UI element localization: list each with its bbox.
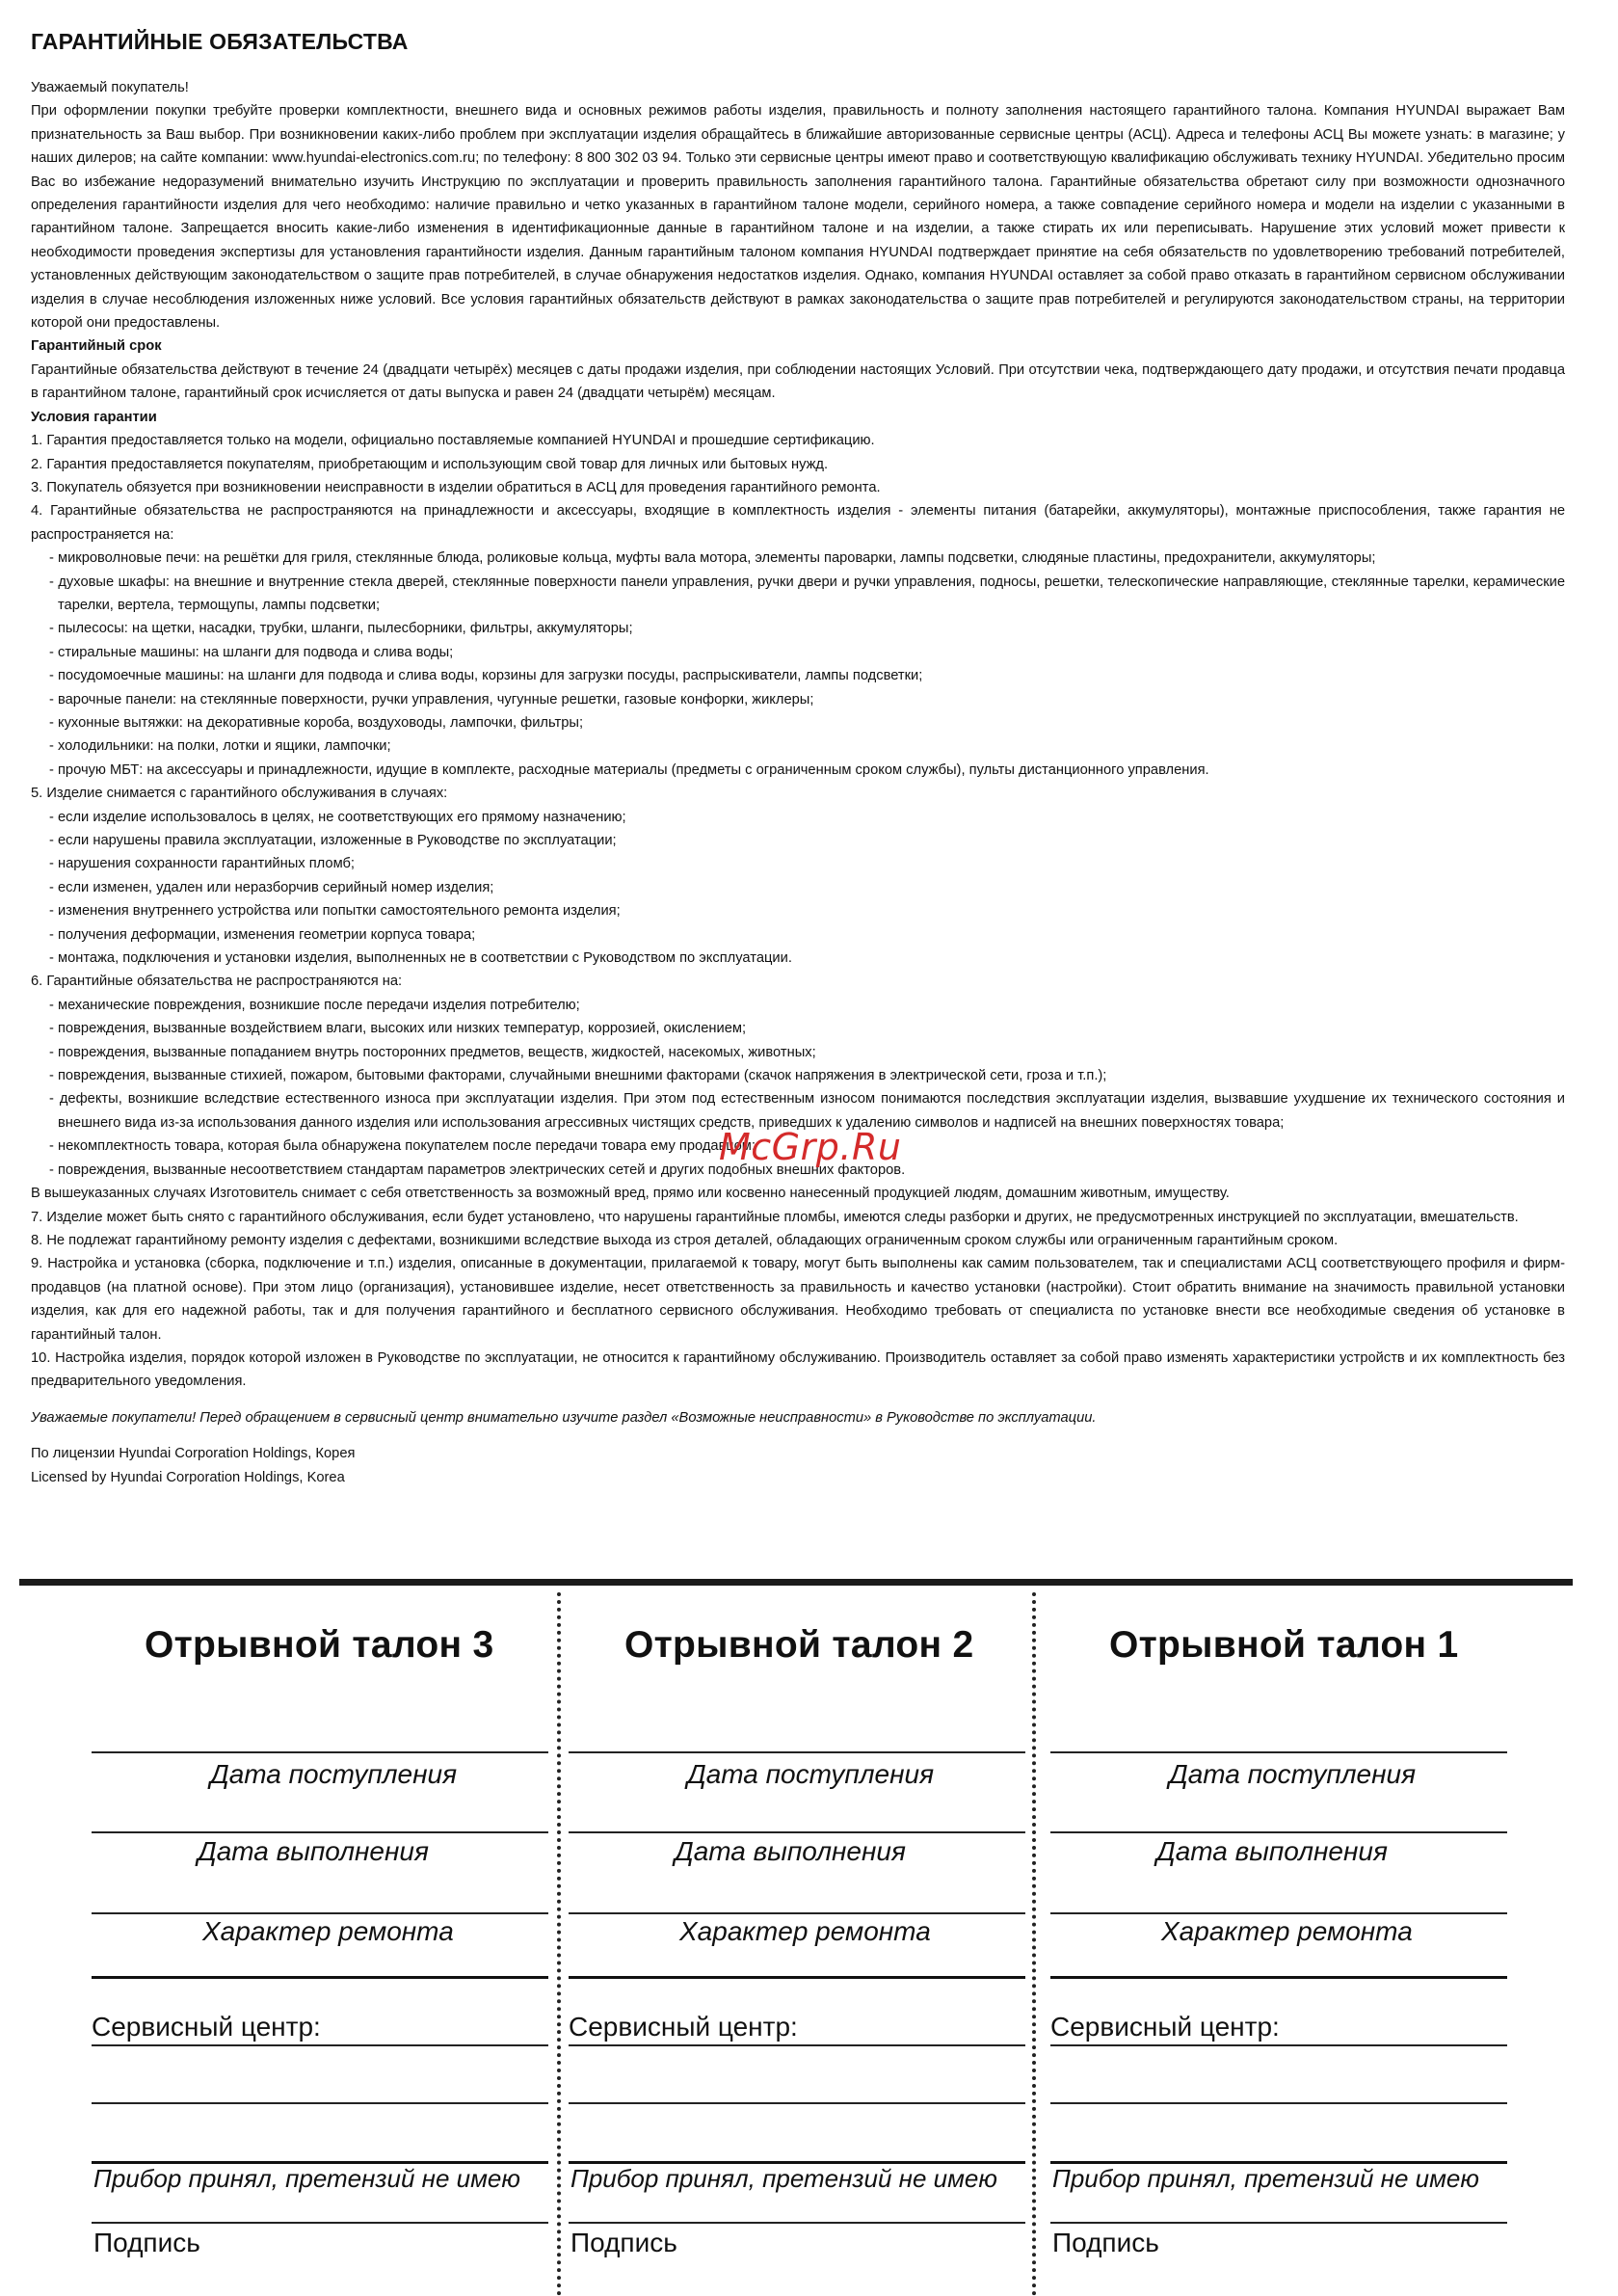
list-item: - повреждения, вызванные воздействием влаги, высоких или низких температур, коррозией, окислением; [49,1021,747,1037]
paragraph: Уважаемый покупатель! [31,80,189,95]
repair-entry-line [569,1976,1025,1979]
paragraph: В вышеуказанных случаях Изготовитель снимает с себя ответственность за возможный вред, прямо или косвенно нанесенный продукцией людям, домашним животным, имуществу. [31,1186,1230,1202]
stub-title: Отрывной талон 2 [624,1624,974,1666]
list-item: - кухонные вытяжки: на декоративные короба, воздуховоды, лампочки, фильтры; [49,714,584,731]
service-center-line [569,2044,1025,2046]
list-item: - если изменен, удален или неразборчив серийный номер изделия; [49,879,494,895]
service-center-line-2 [569,2102,1025,2104]
paragraph: 1. Гарантия предоставляется только на модели, официально поставляемые компанией HYUNDAI и прошедшие сертификацию. [31,433,875,449]
accepted-line [92,2222,548,2224]
received-line [92,1751,548,1753]
paragraph: 7. Изделие может быть снято с гарантийного обслуживания, если будет установлено, что нарушены гарантийные пломбы, имеются следы разборки и других, не предусмотренных инструкцией по эксплуатации, вмешательств. [31,1209,1519,1225]
signature-label: Подпись [570,2228,677,2257]
received-line [1050,1751,1507,1753]
list-item: - некомплектность товара, которая была обнаружена покупателем после передачи товара ему продавцом; [49,1138,756,1155]
accepted-line [569,2222,1025,2224]
list-item: - повреждения, вызванные стихией, пожаром, бытовыми факторами, случайными внешними факторами (скачок напряжения в электрической сети, гроза и т.п.); [49,1068,1107,1084]
accepted-label: Прибор принял, претензий не имею [1052,2164,1479,2193]
accepted-line [1050,2222,1507,2224]
received-label: Дата поступления [1169,1759,1417,1789]
paragraph: 5. Изделие снимается с гарантийного обслуживания в случаях: [31,786,448,802]
received-label: Дата поступления [210,1759,458,1789]
paragraph: 2. Гарантия предоставляется покупателям, приобретающим и использующим свой товар для личных или бытовых нужд. [31,456,829,472]
cut-line [19,1579,1573,1586]
list-item: - пылесосы: на щетки, насадки, трубки, шланги, пылесборники, фильтры, аккумуляторы; [49,621,633,637]
paragraph-gap [31,1429,1565,1442]
list-item: - духовые шкафы: на внешние и внутренние стекла дверей, стеклянные поверхности панели управления, ручки двери и ручки управления, подносы, решетки, телескопические направляющие, стеклянные тарелки, керамические тарелки, вертела, термощупы, лампы подсветки; [49,574,1565,613]
stub-title: Отрывной талон 1 [1109,1624,1459,1666]
list-item: - посудомоечные машины: на шланги для подвода и слива воды, корзины для загрузки посуды, распрыскиватели, лампы подсветки; [49,668,923,684]
accepted-label: Прибор принял, претензий не имею [570,2164,997,2193]
list-item: - дефекты, возникшие вследствие естественного износа при эксплуатации изделия. При этом под естественным износом понимаются последствия эксплуатации изделия, вызвавшие ухудшение их технического состояния и внешнего вида из-за использования данного изделия или использования агрессивных чистящих средств, приведших к удалению символов и надписей на внешних поверхностях товара; [49,1091,1565,1131]
tear-off-stub-2 [569,1586,1108,2296]
paragraph: Гарантийные обязательства действуют в течение 24 (двадцати четырёх) месяцев с даты продажи изделия, при соблюдении настоящих Условий. При отсутствии чека, подтверждающего дату продажи, и отсутствия печати продавца в гарантийном талоне, гарантийный срок исчисляется от даты выпуска и равен 24 (двадцати четырём) месяцам. [31,361,1565,402]
completed-label: Дата выполнения [1156,1836,1388,1866]
list-item: - прочую МБТ: на аксессуары и принадлежности, идущие в комплекте, расходные материалы (предметы с ограниченным сроком службы), пульты дистанционного управления. [49,761,1209,778]
completed-label: Дата выполнения [198,1836,429,1866]
service-center-label: Сервисный центр: [1050,2012,1280,2042]
list-item: - повреждения, вызванные несоответствием стандартам параметров электрических сетей и других подобных внешних факторов. [49,1161,906,1178]
list-item: - варочные панели: на стеклянные поверхности, ручки управления, чугунные решетки, газовые конфорки, жиклеры; [49,691,814,707]
list-item: - холодильники: на полки, лотки и ящики, лампочки; [49,738,391,755]
repair-label: Характер ремонта [1161,1916,1413,1946]
list-item: - монтажа, подключения и установки изделия, выполненных не в соответствии с Руководством по эксплуатации. [49,950,792,967]
list-item: - если изделие использовалось в целях, не соответствующих его прямому назначению; [49,809,626,825]
service-center-line-2 [1050,2102,1507,2104]
service-center-line-2 [92,2102,548,2104]
signature-label: Подпись [1052,2228,1159,2257]
list-item: - изменения внутреннего устройства или попытки самостоятельного ремонта изделия; [49,903,621,920]
list-item: - получения деформации, изменения геометрии корпуса товара; [49,926,476,943]
service-center-label: Сервисный центр: [92,2012,321,2042]
paragraph: 10. Настройка изделия, порядок которой изложен в Руководстве по эксплуатации, не относится к гарантийному обслуживанию. Производитель оставляет за собой право изменять характеристики устройств и их комплектность без предварительного уведомления. [31,1349,1565,1390]
list-item: - стиральные машины: на шланги для подвода и слива воды; [49,644,454,660]
paragraph-gap [31,1394,1565,1406]
stub-title: Отрывной талон 3 [145,1624,494,1666]
document-body [31,76,1565,1489]
list-item: - нарушения сохранности гарантийных пломб; [49,856,355,872]
paragraph: По лицензии Hyundai Corporation Holdings, Корея [31,1446,356,1462]
paragraph: Licensed by Hyundai Corporation Holdings, Korea [31,1469,345,1485]
accepted-label: Прибор принял, претензий не имею [93,2164,520,2193]
service-center-label: Сервисный центр: [569,2012,798,2042]
service-center-line [92,2044,548,2046]
repair-line [92,1912,548,1914]
paragraph: 9. Настройка и установка (сборка, подключение и т.п.) изделия, описанные в документации, прилагаемой к товару, могут быть выполнены как самим пользователем, так и специалистами АСЦ соответствующего профиля и фирм-продавцов (на платной основе). При этом лицо (организация), установившее изделие, несет ответственность за правильность и качество установки (настройки). Стоит обратить внимание на значимость правильной установки изделия, как для его надежной работы, так и для получения гарантийного и бесплатного сервисного обслуживания. Необходимо требовать от специалиста по установке внести все необходимые сведения об установке в гарантийный талон. [31,1256,1565,1343]
completed-label: Дата выполнения [675,1836,906,1866]
signature-label: Подпись [93,2228,200,2257]
completed-line [1050,1831,1507,1833]
document-title: ГАРАНТИЙНЫЕ ОБЯЗАТЕЛЬСТВА [31,29,409,54]
service-center-line [1050,2044,1507,2046]
repair-label: Характер ремонта [202,1916,454,1946]
list-item: - механические повреждения, возникшие после передачи изделия потребителю; [49,997,580,1013]
warranty-document [31,29,1565,1489]
list-item: - если нарушены правила эксплуатации, изложенные в Руководстве по эксплуатации; [49,833,617,848]
repair-label: Характер ремонта [679,1916,931,1946]
repair-entry-line [1050,1976,1507,1979]
paragraph: При оформлении покупки требуйте проверки комплектности, внешнего вида и основных режимов работы изделия, правильность и полноту заполнения настоящего гарантийного талона. Компания HYUNDAI выражает Вам признательность за Ваш выбор. При возникновении каких-либо проблем при эксплуатации изделия обращайтесь в ближайшие авторизованные сервисные центры (АСЦ). Адреса и телефоны АСЦ Вы можете узнать: в магазине; у наших дилеров; на сайте компании: www.hyundai-electronics.com.ru; по телефону: 8 800 302 03 94. Только эти сервисные центры имеют право и соответствующую квалификацию обслуживать технику HYUNDAI. Убедительно просим Вас во избежание недоразумений внимательно изучить Инструкцию по эксплуатации и проверить правильность заполнения гарантийного талона. Гарантийные обязательства обретают силу при возможности однозначного определения гарантийности изделия для чего необходимо: наличие правильно и четко указанных в гарантийном талоне модели, серийного номера, а также совпадение серийного номера и модели на изделии с указанными в гарантийном талоне. Запрещается вносить какие-либо изменения в идентификационные данные в гарантийном талоне и на изделии, а также стирать их или переписывать. Нарушение этих условий может привести к необходимости проведения экспертизы для установления гарантийности изделия. Данным гарантийным талоном компания HYUNDAI подтверждает принятие на себя обязательств по удовлетворению требований потребителей, установленных действующим законодательством о защите прав потребителей, в случае обнаружения недостатков изделия. Однако, компания HYUNDAI оставляет за собой право отказать в гарантийном сервисном обслуживании изделия в случае несоблюдения изложенных ниже условий. Все условия гарантийных обязательств действуют в рамках законодательства о защите прав потребителей и регулируются законодательством страны, на территории которой они предоставлены. [31,103,1565,332]
tear-off-stub-1 [1050,1586,1590,2296]
section-heading: Гарантийный срок [31,338,162,355]
received-label: Дата поступления [687,1759,935,1789]
paragraph: Уважаемые покупатели! Перед обращением в сервисный центр внимательно изучите раздел «Возможные неисправности» в Руководстве по эксплуатации. [31,1409,1097,1426]
list-item: - повреждения, вызванные попаданием внутрь посторонних предметов, веществ, жидкостей, насекомых, животных; [49,1044,816,1060]
repair-line [569,1912,1025,1914]
completed-line [569,1831,1025,1833]
paragraph: 8. Не подлежат гарантийному ремонту изделия с дефектами, возникшими вследствие выхода из строя деталей, обладающих ограниченным сроком службы или ограниченным гарантийным сроком. [31,1232,1339,1248]
paragraph: 3. Покупатель обязуется при возникновении неисправности в изделии обратиться в АСЦ для проведения гарантийного ремонта. [31,479,881,495]
repair-entry-line [92,1976,548,1979]
completed-line [92,1831,548,1833]
list-item: - микроволновые печи: на решётки для гриля, стеклянные блюда, роликовые кольца, муфты вала мотора, элементы пароварки, лампы подсветки, слюдяные пластины, предохранители, аккумуляторы; [49,550,1376,567]
tear-off-stub-3 [92,1586,631,2296]
watermark-text: McGrp.Ru [719,1126,902,1168]
received-line [569,1751,1025,1753]
repair-line [1050,1912,1507,1914]
section-heading: Условия гарантии [31,409,157,425]
paragraph: 4. Гарантийные обязательства не распространяются на принадлежности и аксессуары, входящие в комплектность изделия - элементы питания (батарейки, аккумуляторы), монтажные приспособления, также гарантия не распространяется на: [31,503,1565,543]
paragraph: 6. Гарантийные обязательства не распространяются на: [31,974,403,990]
